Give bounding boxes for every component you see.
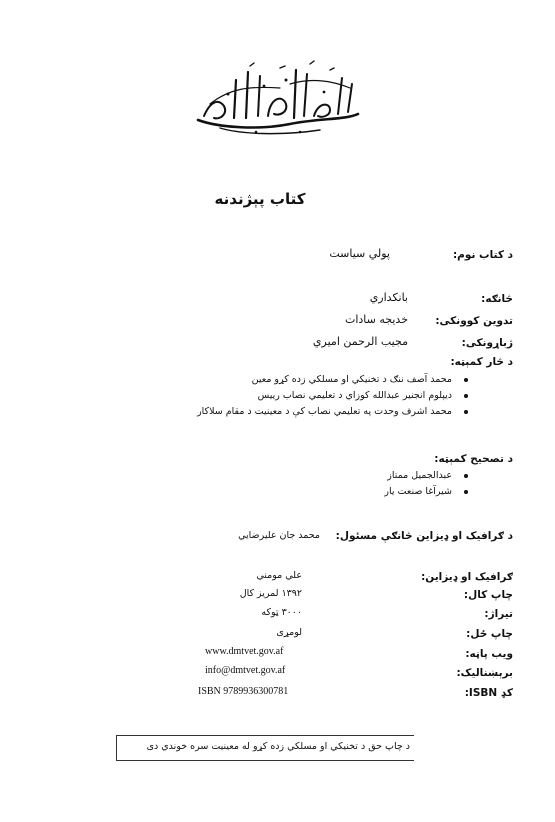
website-label: ویب پاڼه: [465, 648, 513, 660]
list-item: محمد آصف ننګ د تخنیکي او مسلکي زده کړو معین [150, 372, 470, 388]
graphics-manager-label: د ګرافیک او ډیزاین څانګې مسئول: [335, 530, 513, 542]
supervision-committee-list [150, 372, 470, 420]
bullet-icon [464, 394, 468, 398]
bullet-icon [464, 490, 468, 494]
bismillah-calligraphy-logo [190, 58, 365, 138]
copyright-left-rule [116, 735, 117, 761]
correction-committee-label: د تصحیح کمېټه: [434, 453, 513, 465]
isbn-label: کډ ISBN: [464, 687, 513, 699]
subject-value: بانکداري [369, 291, 408, 304]
print-run-label: تیراژ: [484, 608, 513, 620]
designer-value: علي مومني [256, 570, 302, 581]
book-name-value: پولي سياست [329, 247, 390, 260]
print-year-value: ۱۳۹۲ لمریز کال [239, 588, 302, 599]
graphics-manager-value: محمد جان علیرضایي [238, 530, 320, 541]
book-name-label: د کتاب نوم: [452, 249, 513, 261]
print-year-label: چاپ کال: [463, 589, 513, 601]
translator-label: ژباړونکی: [461, 337, 513, 349]
translator-value: مجیب الرحمن امیري [312, 335, 408, 348]
print-edition-label: چاپ ځل: [466, 628, 513, 640]
print-edition-value: لومړی [276, 627, 302, 638]
bullet-icon [464, 474, 468, 478]
list-item: دیپلوم انجنیر عبدالله کوزاي د تعلیمي نصاب رییس [150, 388, 470, 404]
page-title: کتاب پېژندنه [214, 190, 306, 208]
subject-label: څانګه: [481, 293, 513, 305]
list-item: شیرآغا صنعت یار [330, 484, 470, 500]
list-item: محمد اشرف وحدت په تعلیمي نصاب کې د معینیت د مقام سلاکار [150, 404, 470, 420]
bullet-icon [464, 378, 468, 382]
isbn-value: ISBN 9789936300781 [198, 686, 289, 697]
copyright-notice: د چاپ حق د تخنیکي او مسلکي زده کړو له معینیت سره خوندي دی [146, 741, 410, 752]
copyright-top-rule [116, 735, 414, 736]
print-run-value: ۳۰۰۰ ټوکه [261, 607, 302, 618]
compiler-label: تدوین کوونکی: [435, 315, 513, 327]
correction-committee-list [330, 468, 470, 500]
supervision-committee-label: د څار کمېټه: [450, 356, 513, 368]
bullet-icon [464, 410, 468, 414]
email-link[interactable]: info@dmtvet.gov.af [205, 665, 286, 676]
list-item: عبدالجمیل ممتاز [330, 468, 470, 484]
website-link[interactable]: www.dmtvet.gov.af [205, 646, 284, 657]
designer-label: ګرافیک او ډیزاین: [421, 571, 513, 583]
email-label: برېښنالیک: [456, 667, 513, 679]
copyright-bottom-rule [116, 760, 414, 761]
compiler-value: خدیجه سادات [344, 313, 408, 326]
